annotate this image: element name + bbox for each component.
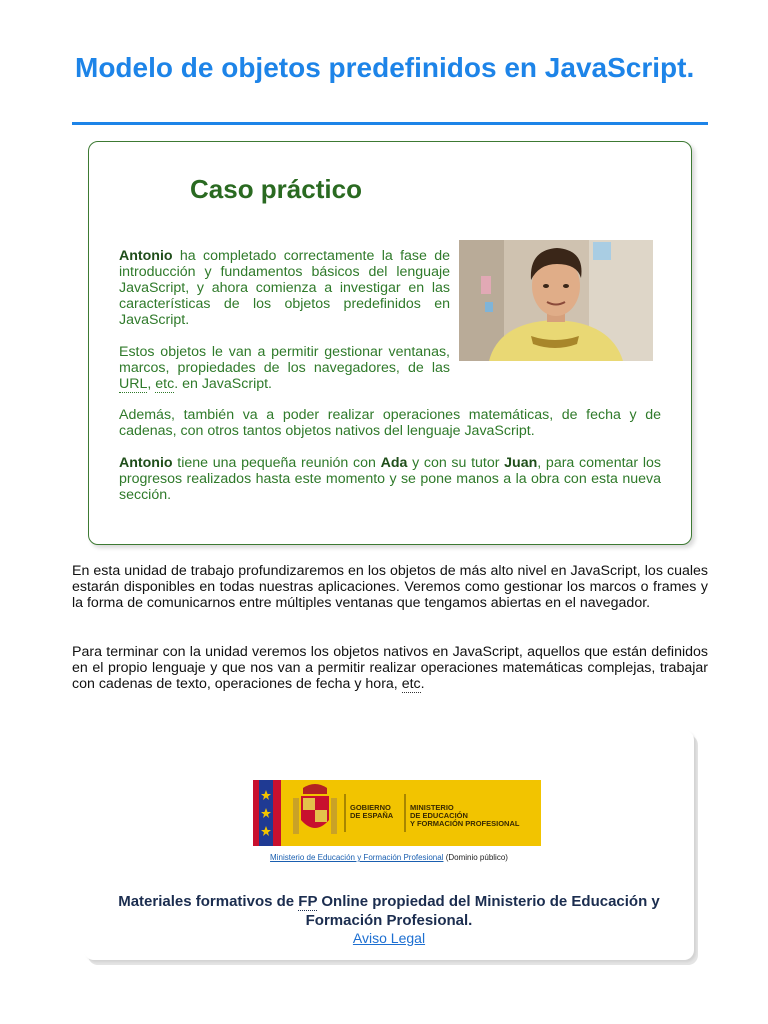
intro-paragraph-1: En esta unidad de trabajo profundizaremos en los objetos de más alto nivel en JavaScript, los cuales estarán disponibles en todas nuestras aplicaciones. Veremos como gestionar los marcos o frames y la forma de comunicarnos entre múltiples ventanas que tengamos abiertas en el navegador. bbox=[72, 563, 708, 611]
case-paragraph-4 bbox=[119, 455, 661, 503]
case-study-box bbox=[88, 141, 692, 545]
image-credit bbox=[84, 853, 694, 862]
logo-ministry-label: MINISTERIO DE EDUCACIÓN Y FORMACIÓN PROFESIONAL bbox=[410, 803, 520, 828]
abbr-fp[interactable]: FP bbox=[298, 893, 318, 910]
materials-text-b: Online propiedad del Ministerio de Educación y Formación Profesional. bbox=[305, 893, 660, 929]
abbr-etc-2[interactable]: etc bbox=[401, 676, 421, 692]
abbr-url[interactable]: URL bbox=[119, 376, 148, 392]
case-paragraph-4-text-a: tiene una pequeña reunión con bbox=[172, 455, 381, 471]
credit-note: (Dominio público) bbox=[443, 853, 508, 862]
credit-link[interactable]: Ministerio de Educación y Formación Profesional bbox=[270, 853, 444, 862]
case-paragraph-1 bbox=[119, 248, 450, 328]
case-paragraph-4-text-b: y con su tutor bbox=[407, 455, 505, 471]
case-paragraph-2-separator: , bbox=[147, 376, 156, 392]
title-divider bbox=[72, 122, 708, 125]
character-name-antonio: Antonio bbox=[119, 248, 173, 264]
materials-notice bbox=[114, 892, 664, 930]
intro-paragraph-2-end: . bbox=[420, 676, 425, 692]
case-paragraph-2 bbox=[119, 344, 450, 392]
case-paragraph-2-text-a: Estos objetos le van a permitir gestionar ventanas, marcos, propiedades de los navegadores, de las bbox=[119, 344, 450, 376]
intro-paragraph-2 bbox=[72, 644, 708, 692]
footer-box bbox=[84, 730, 694, 960]
ministry-logo bbox=[253, 780, 541, 846]
intro-paragraph-2-text: Para terminar con la unidad veremos los objetos nativos en JavaScript, aquellos que están definidos en el propio lenguaje y que nos van a permitir realizar operaciones matemáticas complejas, trabajar con cadenas de texto, operaciones de fecha y hora, bbox=[72, 644, 708, 692]
character-name-ada: Ada bbox=[380, 455, 408, 471]
antonio-photo-illustration bbox=[459, 240, 653, 361]
page-title: Modelo de objetos predefinidos en JavaScript. bbox=[75, 52, 695, 83]
case-paragraph-3: Además, también va a poder realizar operaciones matemáticas, de fecha y de cadenas, con otros tantos objetos nativos del lenguaje JavaScript. bbox=[119, 407, 661, 439]
antonio-photo bbox=[459, 240, 653, 361]
case-paragraph-4-text-c: , para comentar los progresos realizados hasta este momento y se pone manos a la obra con esta nueva sección. bbox=[119, 455, 661, 503]
logo-government-label: GOBIERNO DE ESPAÑA bbox=[350, 803, 394, 820]
character-name-antonio-2: Antonio bbox=[119, 455, 173, 471]
case-paragraph-1-text: ha completado correctamente la fase de introducción y fundamentos básicos del lenguaje JavaScript, y ahora comienza a investigar en las características de los objetos predefinidos en JavaScript. bbox=[119, 248, 450, 328]
case-study-heading: Caso práctico bbox=[190, 174, 362, 204]
materials-text-a: Materiales formativos de bbox=[118, 893, 299, 910]
abbr-etc[interactable]: etc bbox=[155, 376, 175, 392]
legal-notice-link[interactable]: Aviso Legal bbox=[352, 930, 426, 946]
case-paragraph-2-text-b: . en JavaScript. bbox=[174, 376, 273, 392]
character-name-juan: Juan bbox=[504, 455, 538, 471]
